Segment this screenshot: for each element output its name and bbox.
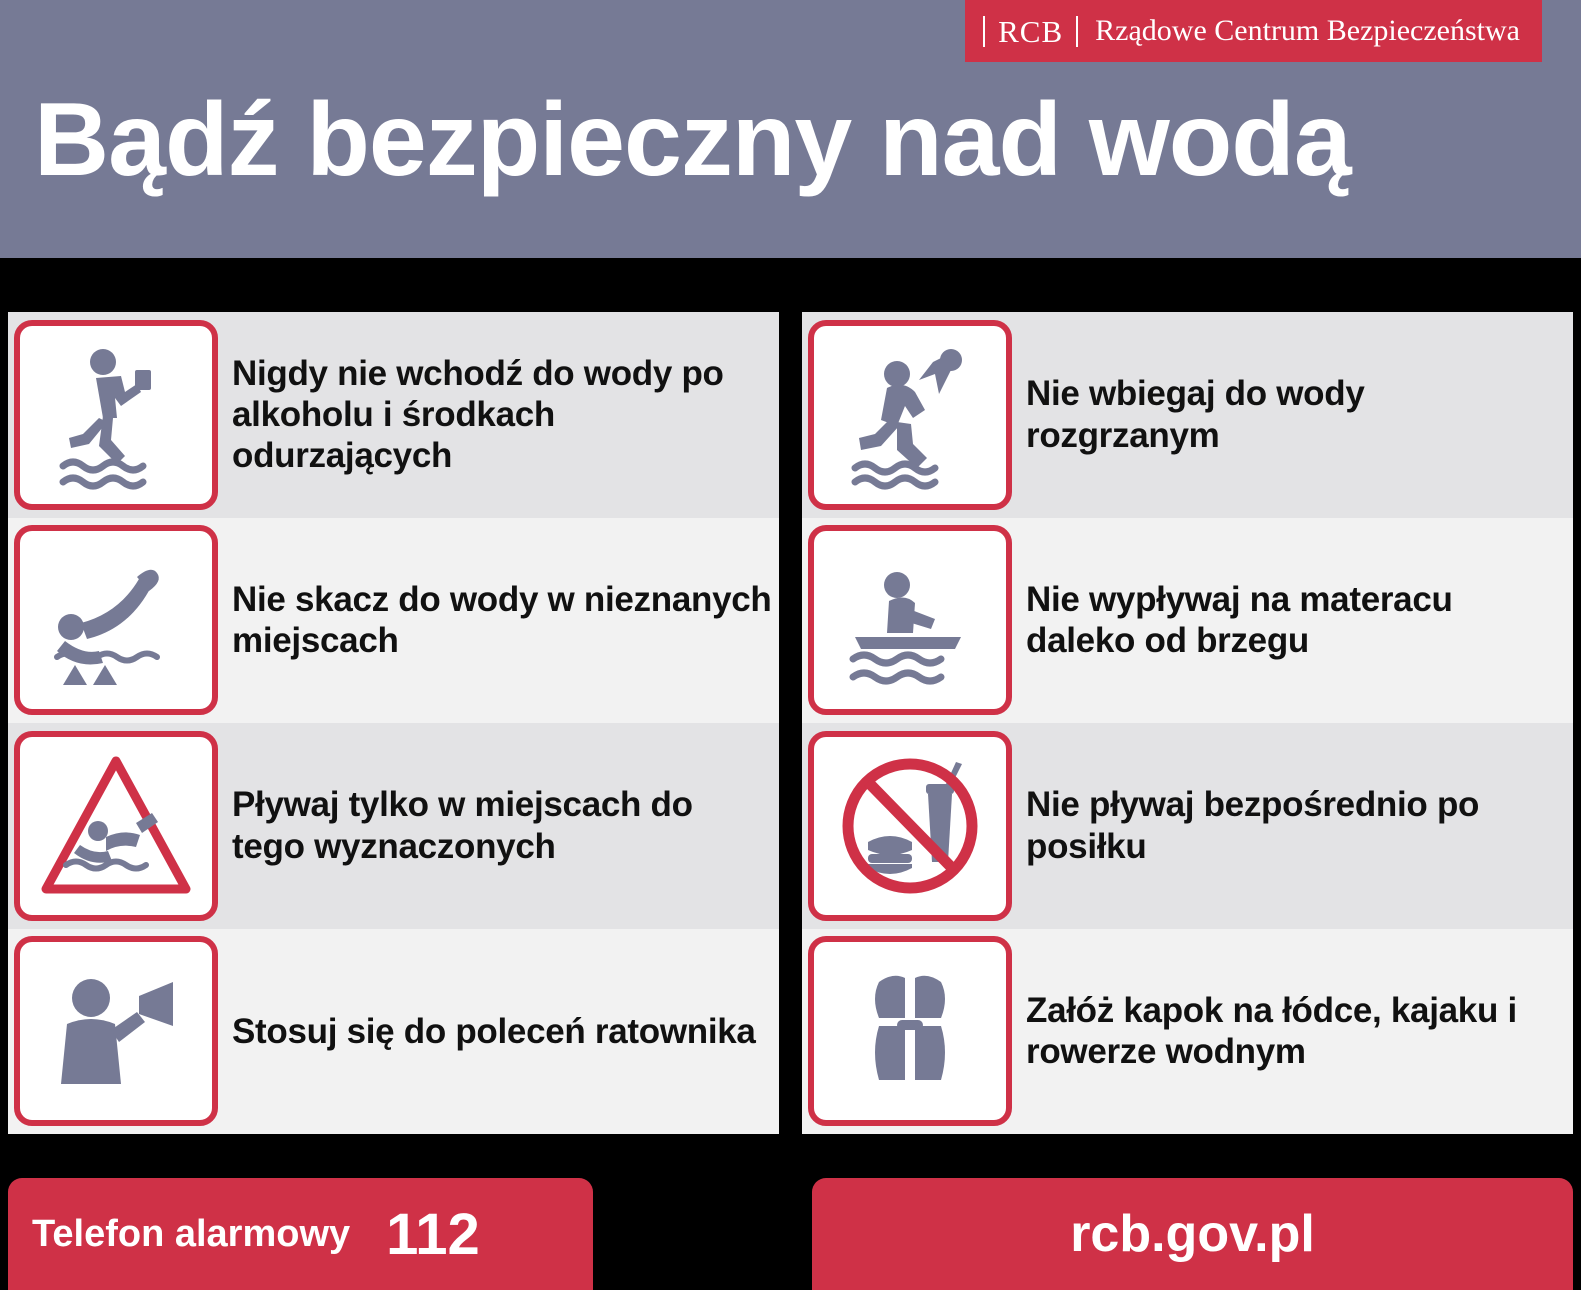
emergency-phone-label: Telefon alarmowy bbox=[32, 1212, 351, 1255]
list-item bbox=[8, 929, 779, 1135]
list-item-label: Nie pływaj bezpośrednio po posiłku bbox=[1026, 785, 1480, 866]
person-with-bottle-near-water-icon bbox=[14, 320, 218, 510]
no-food-and-drink-prohibition-icon bbox=[808, 731, 1012, 921]
life-vest-icon bbox=[808, 936, 1012, 1126]
rcb-brand-name: Rządowe Centrum Bezpieczeństwa bbox=[1095, 14, 1520, 47]
list-item-label: Stosuj się do poleceń ratownika bbox=[232, 1011, 756, 1051]
advice-column-left bbox=[8, 312, 779, 1134]
rcb-logo-mark: RCB bbox=[983, 16, 1078, 47]
rcb-brand-badge bbox=[965, 0, 1542, 62]
list-item-label: Nigdy nie wchodź do wody po alkoholu i środkach odurzających bbox=[232, 353, 724, 476]
advice-column-right bbox=[802, 312, 1573, 1134]
list-item-label: Nie wypływaj na materacu daleko od brzegu bbox=[1026, 579, 1453, 661]
person-running-into-water-sun-icon bbox=[808, 320, 1012, 510]
poster-header bbox=[0, 0, 1581, 258]
emergency-phone-number: 112 bbox=[386, 1201, 480, 1267]
list-item bbox=[8, 312, 779, 518]
list-item-label: Nie wbiegaj do wody rozgrzanym bbox=[1026, 374, 1365, 455]
list-item bbox=[802, 312, 1573, 518]
page-title: Bądź bezpieczny nad wodą bbox=[34, 82, 1351, 198]
list-item bbox=[802, 723, 1573, 929]
list-item bbox=[802, 929, 1573, 1135]
list-item bbox=[8, 723, 779, 929]
website-bar[interactable] bbox=[812, 1178, 1573, 1290]
list-item-label: Pływaj tylko w miejscach do tego wyznaczonych bbox=[232, 785, 693, 866]
list-item bbox=[8, 518, 779, 724]
list-item bbox=[802, 518, 1573, 724]
poster-footer bbox=[0, 1162, 1581, 1290]
emergency-phone-bar bbox=[8, 1178, 593, 1290]
list-item-label: Załóż kapok na łódce, kajaku i rowerze wodnym bbox=[1026, 990, 1517, 1072]
advice-grid bbox=[0, 312, 1581, 1134]
person-on-air-mattress-icon bbox=[808, 525, 1012, 715]
person-diving-into-shallow-water-icon bbox=[14, 525, 218, 715]
swimming-area-warning-triangle-icon bbox=[14, 731, 218, 921]
website-url[interactable]: rcb.gov.pl bbox=[1070, 1205, 1315, 1263]
list-item-label: Nie skacz do wody w nieznanych miejscach bbox=[232, 579, 772, 661]
lifeguard-with-megaphone-icon bbox=[14, 936, 218, 1126]
